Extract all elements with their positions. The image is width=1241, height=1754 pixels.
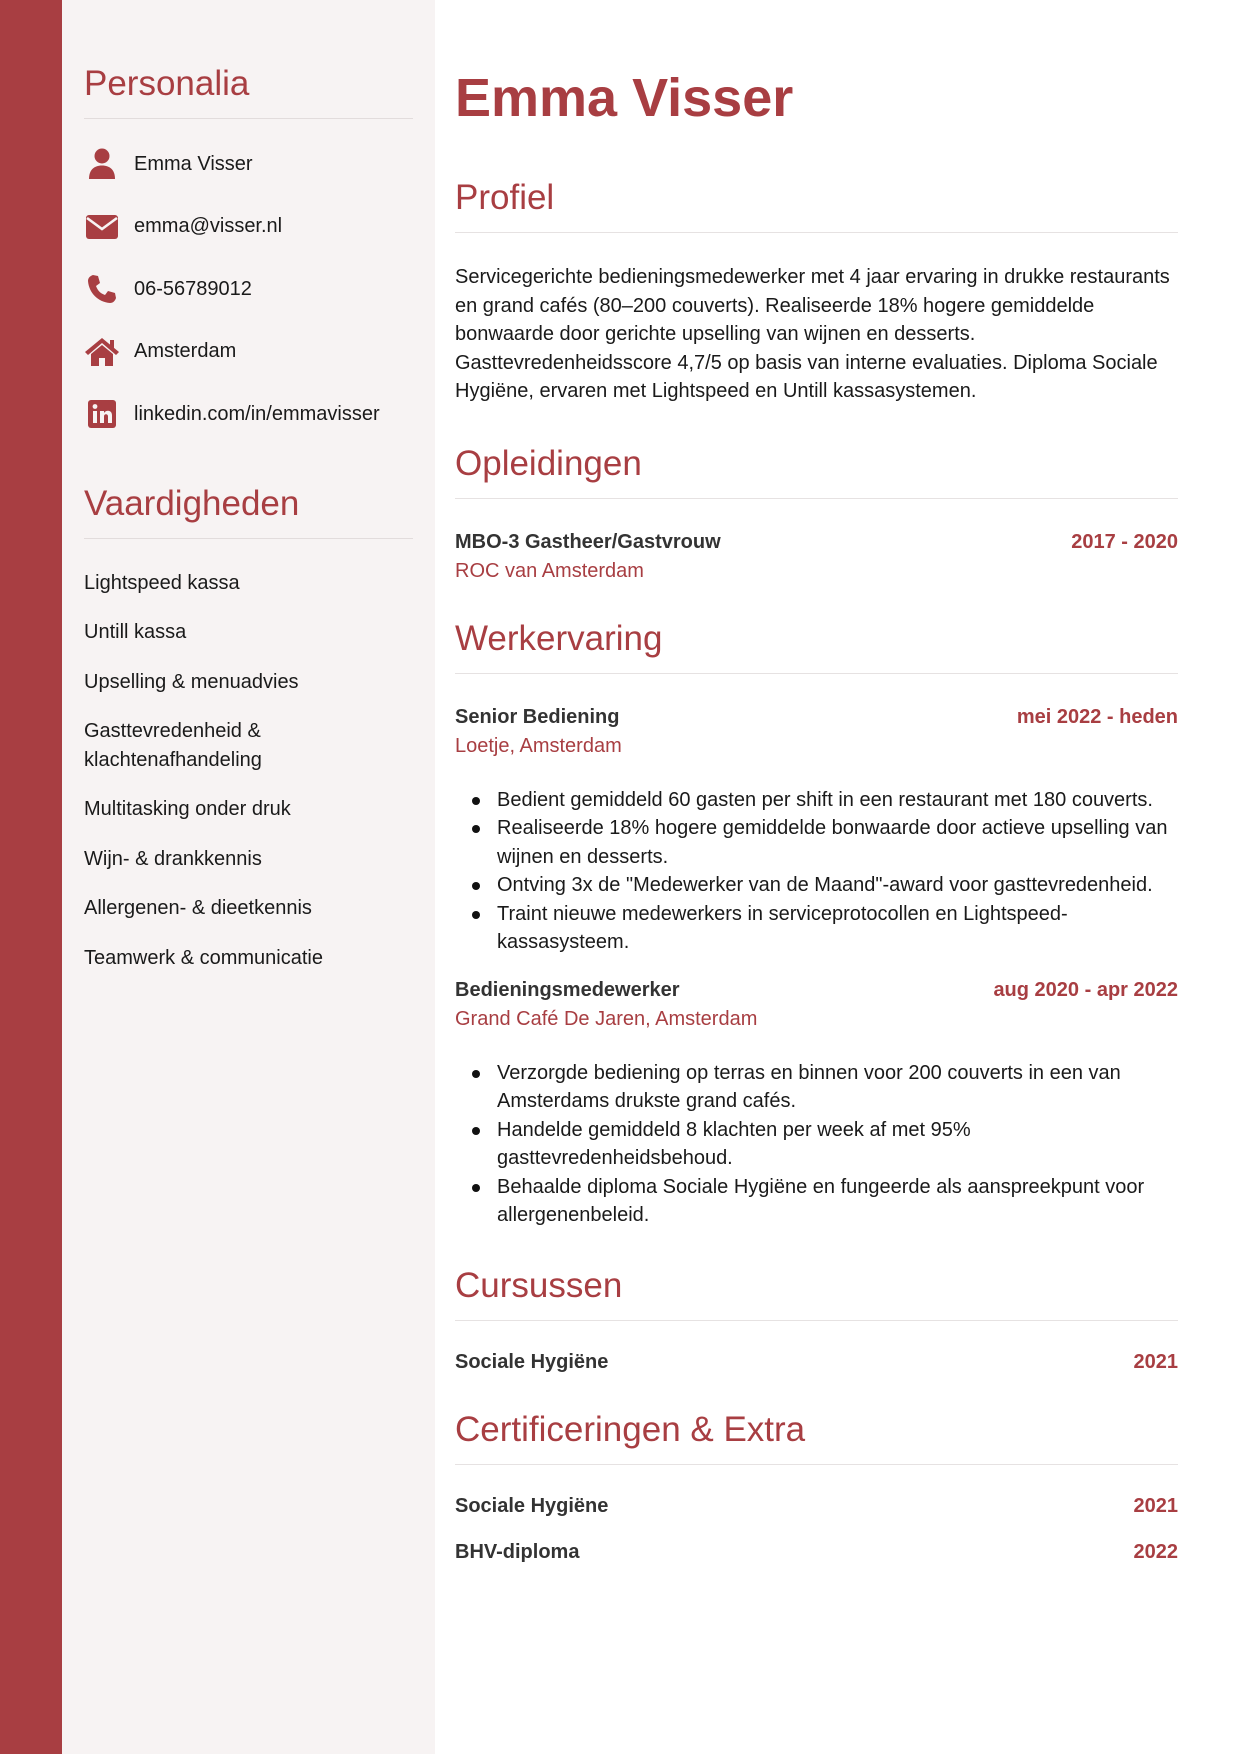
- accent-bar: [0, 0, 62, 1754]
- skill-item: Gasttevredenheid & klachtenafhandeling: [84, 720, 262, 771]
- home-icon: [84, 334, 120, 370]
- cert-year: 2022: [1133, 1540, 1178, 1563]
- user-icon: [84, 146, 120, 182]
- work-role: Senior Bediening: [455, 705, 620, 728]
- skill-list: [84, 569, 413, 973]
- contact-list: [84, 133, 413, 446]
- course-name: Sociale Hygiëne: [455, 1350, 609, 1373]
- skills-section-title: Vaardigheden: [84, 484, 413, 539]
- course-year: 2021: [1133, 1350, 1178, 1373]
- work-bullet: Traint nieuwe medewerkers in serviceprotocollen en Lightspeed-kassasysteem.: [455, 900, 1178, 957]
- skill-item: Untill kassa: [84, 621, 187, 643]
- envelope-icon: [84, 209, 120, 245]
- main-content: [455, 0, 1178, 1564]
- sidebar: [62, 0, 435, 1754]
- cert-name: Sociale Hygiëne: [455, 1494, 609, 1517]
- profile-section-title: Profiel: [455, 178, 1178, 233]
- skill-item: Allergenen- & dieetkennis: [84, 897, 312, 919]
- work-section-title: Werkervaring: [455, 619, 1178, 674]
- contact-linkedin: [84, 383, 413, 446]
- personal-section-title: Personalia: [84, 64, 413, 119]
- cert-row: [455, 1541, 1178, 1564]
- education-school: ROC van Amsterdam: [455, 559, 644, 582]
- education-degree: MBO-3 Gastheer/Gastvrouw: [455, 530, 721, 553]
- contact-phone: [84, 258, 413, 321]
- courses-section-title: Cursussen: [455, 1266, 1178, 1321]
- education-dates: 2017 - 2020: [1071, 530, 1178, 553]
- work-bullet: Ontving 3x de "Medewerker van de Maand"-award voor gasttevredenheid.: [455, 871, 1178, 900]
- skill-item: Lightspeed kassa: [84, 571, 240, 594]
- work-bullet: Verzorgde bediening op terras en binnen voor 200 couverts in een van Amsterdams drukste grand cafés.: [455, 1059, 1178, 1116]
- work-dates: mei 2022 - heden: [1016, 705, 1178, 728]
- work-org: Grand Café De Jaren, Amsterdam: [455, 1007, 758, 1030]
- contact-location: [84, 321, 413, 384]
- work-entry: [455, 979, 1178, 1230]
- work-bullet: Realiseerde 18% hogere gemiddelde bonwaarde door actieve upselling van wijnen en desserts.: [455, 814, 1178, 871]
- contact-email: [84, 196, 413, 259]
- work-org: Loetje, Amsterdam: [455, 734, 622, 757]
- candidate-name: Emma Visser: [455, 68, 794, 128]
- work-entry: [455, 706, 1178, 957]
- contact-linkedin-text[interactable]: linkedin.com/in/emmavisser: [134, 402, 380, 425]
- contact-location-text: Amsterdam: [134, 340, 237, 363]
- skill-item: Wijn- & drankkennis: [84, 847, 262, 870]
- contact-name: [84, 133, 413, 196]
- contact-name-text: Emma Visser: [134, 152, 253, 175]
- cert-name: BHV-diploma: [455, 1540, 580, 1563]
- work-dates: aug 2020 - apr 2022: [993, 978, 1178, 1001]
- work-bullets: [455, 1059, 1178, 1230]
- work-role: Bedieningsmedewerker: [455, 978, 680, 1001]
- certs-section-title: Certificeringen & Extra: [455, 1410, 1178, 1465]
- work-bullet: Handelde gemiddeld 8 klachten per week af met 95% gasttevredenheidsbehoud.: [455, 1116, 1178, 1173]
- skill-item: Multitasking onder druk: [84, 798, 291, 820]
- education-section-title: Opleidingen: [455, 444, 1178, 499]
- skill-item: Upselling & menuadvies: [84, 670, 299, 693]
- phone-icon: [84, 271, 120, 307]
- skill-item: Teamwerk & communicatie: [84, 946, 323, 969]
- contact-phone-text: 06-56789012: [134, 277, 252, 300]
- work-bullets: [455, 786, 1178, 957]
- course-row: [455, 1351, 1178, 1374]
- contact-email-text[interactable]: emma@visser.nl: [134, 215, 283, 238]
- profile-text: Servicegerichte bedieningsmedewerker met 4 jaar ervaring in drukke restaurants en grand cafés (80–200 couverts). Realiseerde 18% hogere gemiddelde bonwaarde door gerichte upselling van wijnen en desserts. Gasttevredenheidsscore 4,7/5 op basis van interne evaluaties. Diploma Sociale Hygiëne, ervaren met Lightspeed en Untill kassasystemen.: [455, 266, 1170, 402]
- cert-year: 2021: [1133, 1494, 1178, 1517]
- work-bullet: Bedient gemiddeld 60 gasten per shift in een restaurant met 180 couverts.: [455, 786, 1178, 815]
- work-bullet: Behaalde diploma Sociale Hygiëne en fungeerde als aanspreekpunt voor allergenenbeleid.: [455, 1173, 1178, 1230]
- education-entry: [455, 531, 1178, 583]
- linkedin-icon: [84, 396, 120, 432]
- cert-row: [455, 1495, 1178, 1518]
